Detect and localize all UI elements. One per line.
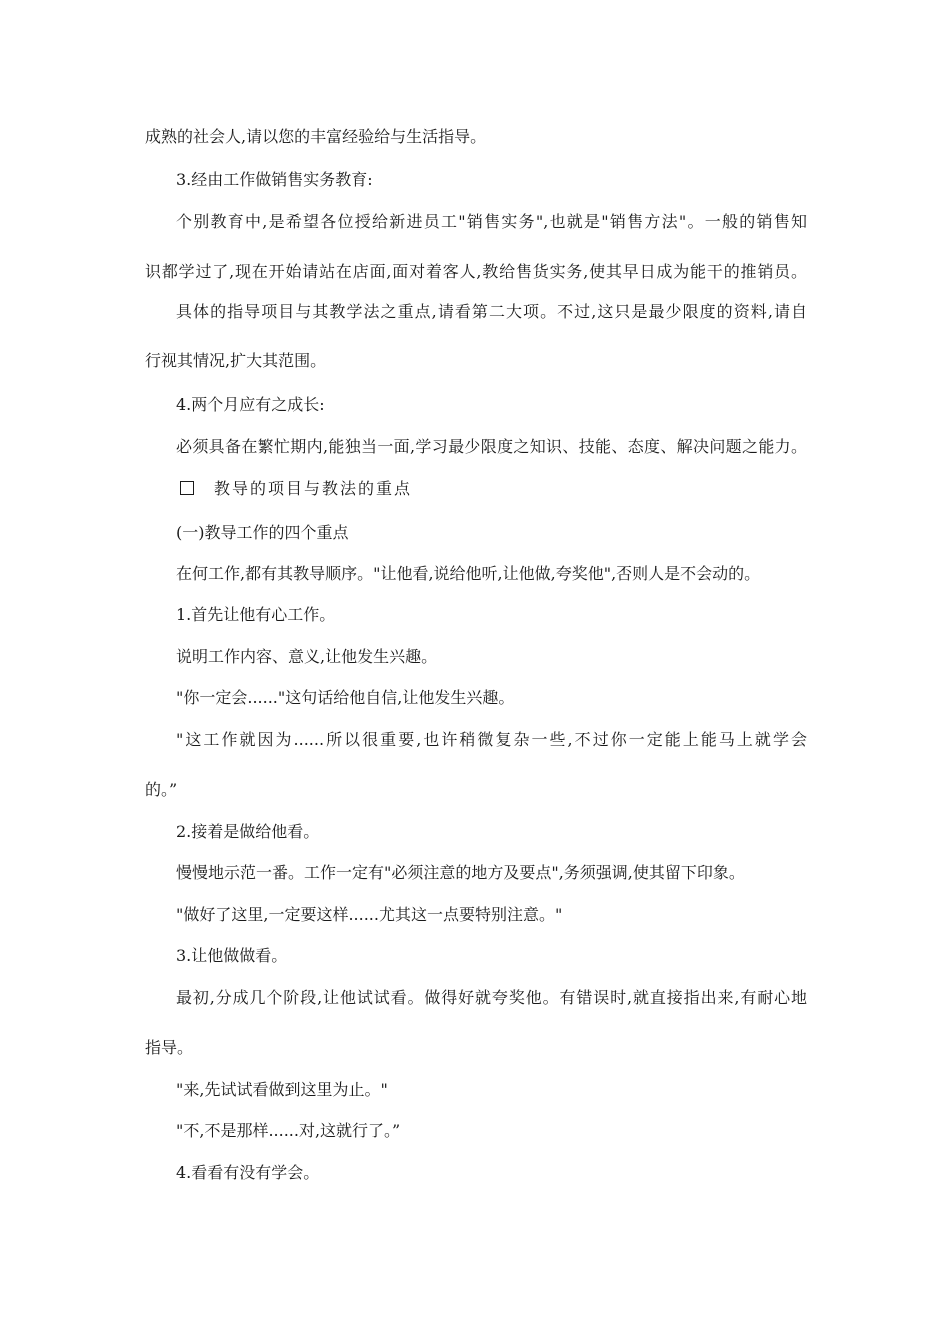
section-item-3: 3.经由工作做销售实务教育: bbox=[176, 170, 373, 189]
quote-line: "来,先试试看做到这里为止。" bbox=[176, 1080, 388, 1099]
step-4: 4.看看有没有学会。 bbox=[176, 1163, 320, 1182]
quote-line: "不,不是那样......对,这就行了。” bbox=[176, 1121, 401, 1140]
paragraph-line: 在何工作,都有其教导顺序。"让他看,说给他听,让他做,夸奖他",否则人是不会动的。 bbox=[176, 564, 761, 583]
step-1: 1.首先让他有心工作。 bbox=[176, 605, 336, 624]
paragraph-line: 具体的指导项目与其教学法之重点,请看第二大项。不过,这只是最少限度的资料,请自 bbox=[176, 302, 807, 321]
step-3: 3.让他做做看。 bbox=[176, 946, 288, 965]
paragraph-line: 慢慢地示范一番。工作一定有"必须注意的地方及要点",务须强调,使其留下印象。 bbox=[176, 863, 745, 882]
quote-line: 的。” bbox=[145, 780, 178, 799]
paragraph-line: 成熟的社会人,请以您的丰富经验给与生活指导。 bbox=[145, 127, 487, 146]
paragraph-line: 说明工作内容、意义,让他发生兴趣。 bbox=[176, 647, 438, 666]
quote-line: "这工作就因为......所以很重要,也许稍微复杂一些,不过你一定能上能马上就学会 bbox=[176, 730, 807, 749]
checkbox-square-icon bbox=[180, 481, 194, 495]
paragraph-line: 必须具备在繁忙期内,能独当一面,学习最少限度之知识、技能、态度、解决问题之能力。 bbox=[176, 437, 807, 456]
paragraph-line: 识都学过了,现在开始请站在店面,面对着客人,教给售货实务,使其早日成为能干的推销员。 bbox=[145, 262, 807, 281]
section-item-4: 4.两个月应有之成长: bbox=[176, 395, 325, 414]
paragraph-line: 指导。 bbox=[145, 1038, 194, 1057]
paragraph-line: 行视其情况,扩大其范围。 bbox=[145, 351, 327, 370]
quote-line: "你一定会......"这句话给他自信,让他发生兴趣。 bbox=[176, 688, 515, 707]
subsection-heading: (一)教导工作的四个重点 bbox=[176, 523, 349, 542]
paragraph-line: 最初,分成几个阶段,让他试试看。做得好就夸奖他。有错误时,就直接指出来,有耐心地 bbox=[176, 988, 807, 1007]
paragraph-line: 个别教育中,是希望各位授给新进员工"销售实务",也就是"销售方法"。一般的销售知 bbox=[176, 212, 807, 231]
step-2: 2.接着是做给他看。 bbox=[176, 822, 320, 841]
section-heading bbox=[180, 479, 412, 499]
quote-line: "做好了这里,一定要这样......尤其这一点要特别注意。" bbox=[176, 905, 563, 924]
section-heading-text: 教导的项目与教法的重点 bbox=[214, 479, 413, 498]
